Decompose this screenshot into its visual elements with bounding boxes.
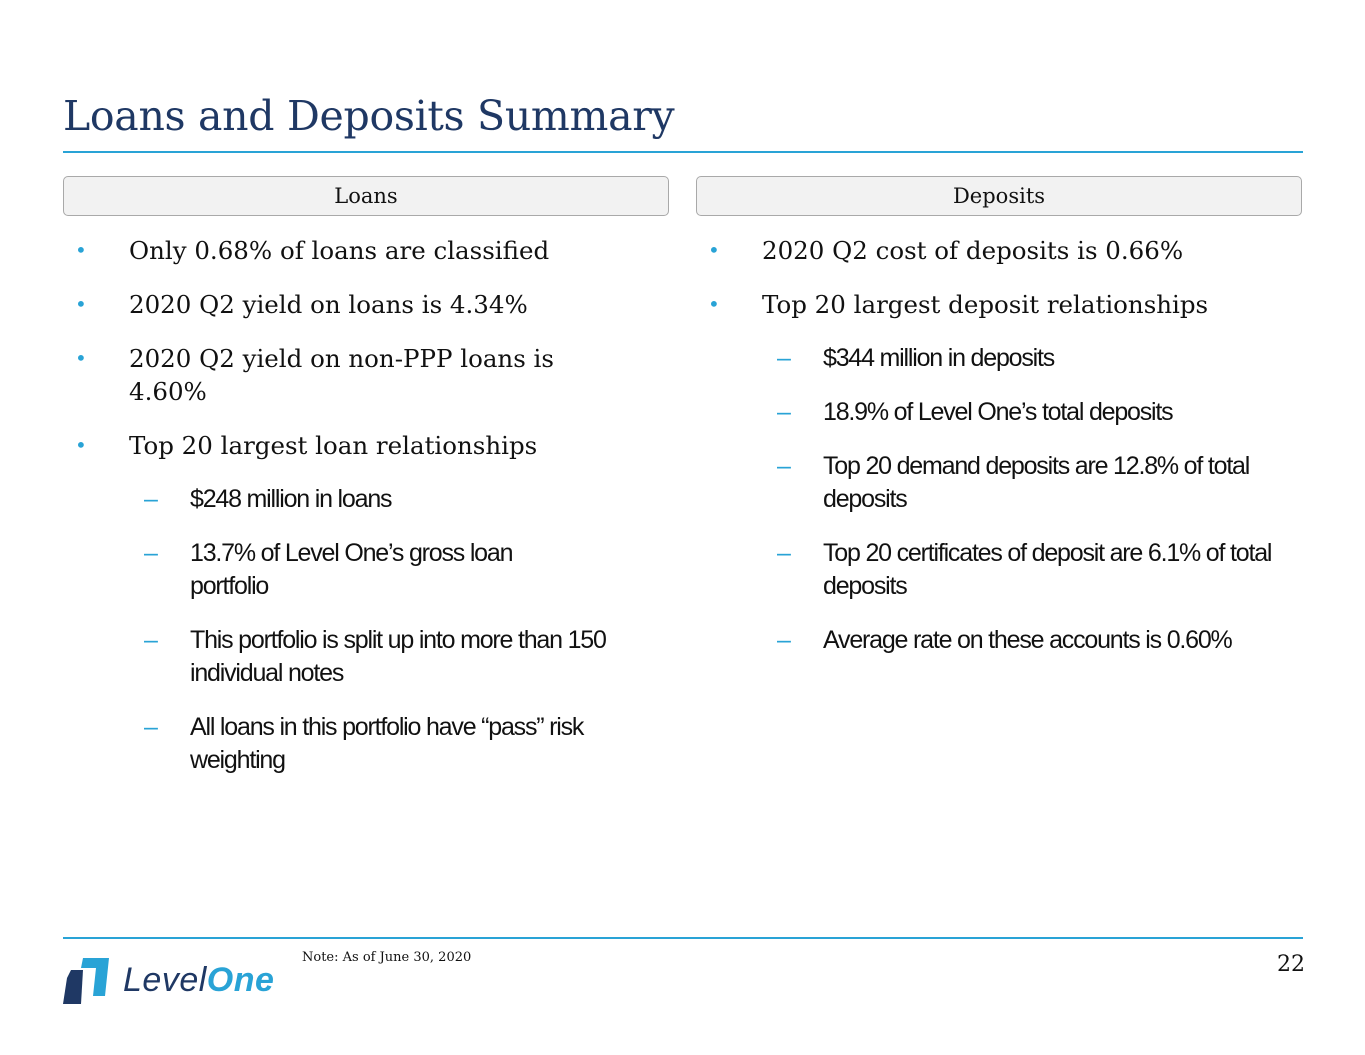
deposits-column-header: Deposits: [696, 176, 1302, 216]
list-item: [696, 450, 1293, 516]
list-item-text: Top 20 demand deposits are 12.8% of total deposits: [823, 452, 1250, 513]
page-number: 22: [1277, 952, 1305, 977]
list-item: [63, 342, 589, 408]
bullet-marker: •: [75, 346, 87, 370]
list-item-text: $248 million in loans: [190, 485, 392, 513]
list-item: [696, 396, 1293, 429]
dash-marker: –: [777, 344, 790, 372]
page-title: Loans and Deposits Summary: [63, 92, 675, 140]
list-item: [63, 711, 640, 777]
loans-list: [63, 234, 673, 798]
level-one-logo: [63, 955, 274, 1005]
dash-marker: –: [777, 626, 790, 654]
deposits-list: [696, 234, 1306, 678]
dash-marker: –: [777, 398, 790, 426]
list-item: [63, 288, 649, 321]
logo-text-one: One: [206, 960, 275, 999]
list-item-text: Top 20 certificates of deposit are 6.1% of total deposits: [823, 539, 1272, 600]
level-one-mark-icon: [63, 956, 109, 1004]
bullet-marker: •: [75, 292, 87, 316]
list-item: [63, 624, 670, 690]
logo-text-level: Level: [123, 960, 207, 999]
list-item-text: Top 20 largest loan relationships: [129, 431, 538, 460]
list-item: [63, 537, 590, 603]
list-item: [696, 342, 1293, 375]
title-divider: [63, 151, 1303, 153]
footnote: Note: As of June 30, 2020: [302, 950, 472, 965]
dash-marker: –: [144, 713, 157, 741]
list-item-text: $344 million in deposits: [823, 344, 1055, 372]
bullet-marker: •: [75, 433, 87, 457]
list-item-text: This portfolio is split up into more than 150 individual notes: [190, 626, 606, 687]
list-item-text: Top 20 largest deposit relationships: [762, 290, 1209, 319]
list-item-text: 18.9% of Level One’s total deposits: [823, 398, 1173, 426]
dash-marker: –: [777, 452, 790, 480]
loans-column-header: Loans: [63, 176, 669, 216]
list-item-text: 13.7% of Level One’s gross loan portfolio: [190, 539, 513, 600]
logo-wordmark: [123, 961, 274, 1000]
bullet-marker: •: [708, 238, 720, 262]
list-item: [63, 429, 649, 462]
list-item-text: All loans in this portfolio have “pass” risk weighting: [190, 713, 584, 774]
list-item: [696, 537, 1293, 603]
footer-divider: [63, 937, 1303, 939]
list-item: [696, 624, 1253, 657]
bullet-marker: •: [75, 238, 87, 262]
list-item: [696, 288, 1322, 321]
dash-marker: –: [144, 626, 157, 654]
dash-marker: –: [777, 539, 790, 567]
list-item: [63, 234, 649, 267]
list-item: [696, 234, 1322, 267]
list-item: [63, 483, 670, 516]
list-item-text: 2020 Q2 yield on non-PPP loans is 4.60%: [129, 344, 554, 406]
list-item-text: Only 0.68% of loans are classified: [129, 236, 550, 265]
dash-marker: –: [144, 485, 157, 513]
dash-marker: –: [144, 539, 157, 567]
list-item-text: 2020 Q2 cost of deposits is 0.66%: [762, 236, 1184, 265]
bullet-marker: •: [708, 292, 720, 316]
list-item-text: Average rate on these accounts is 0.60%: [823, 626, 1232, 654]
list-item-text: 2020 Q2 yield on loans is 4.34%: [129, 290, 528, 319]
